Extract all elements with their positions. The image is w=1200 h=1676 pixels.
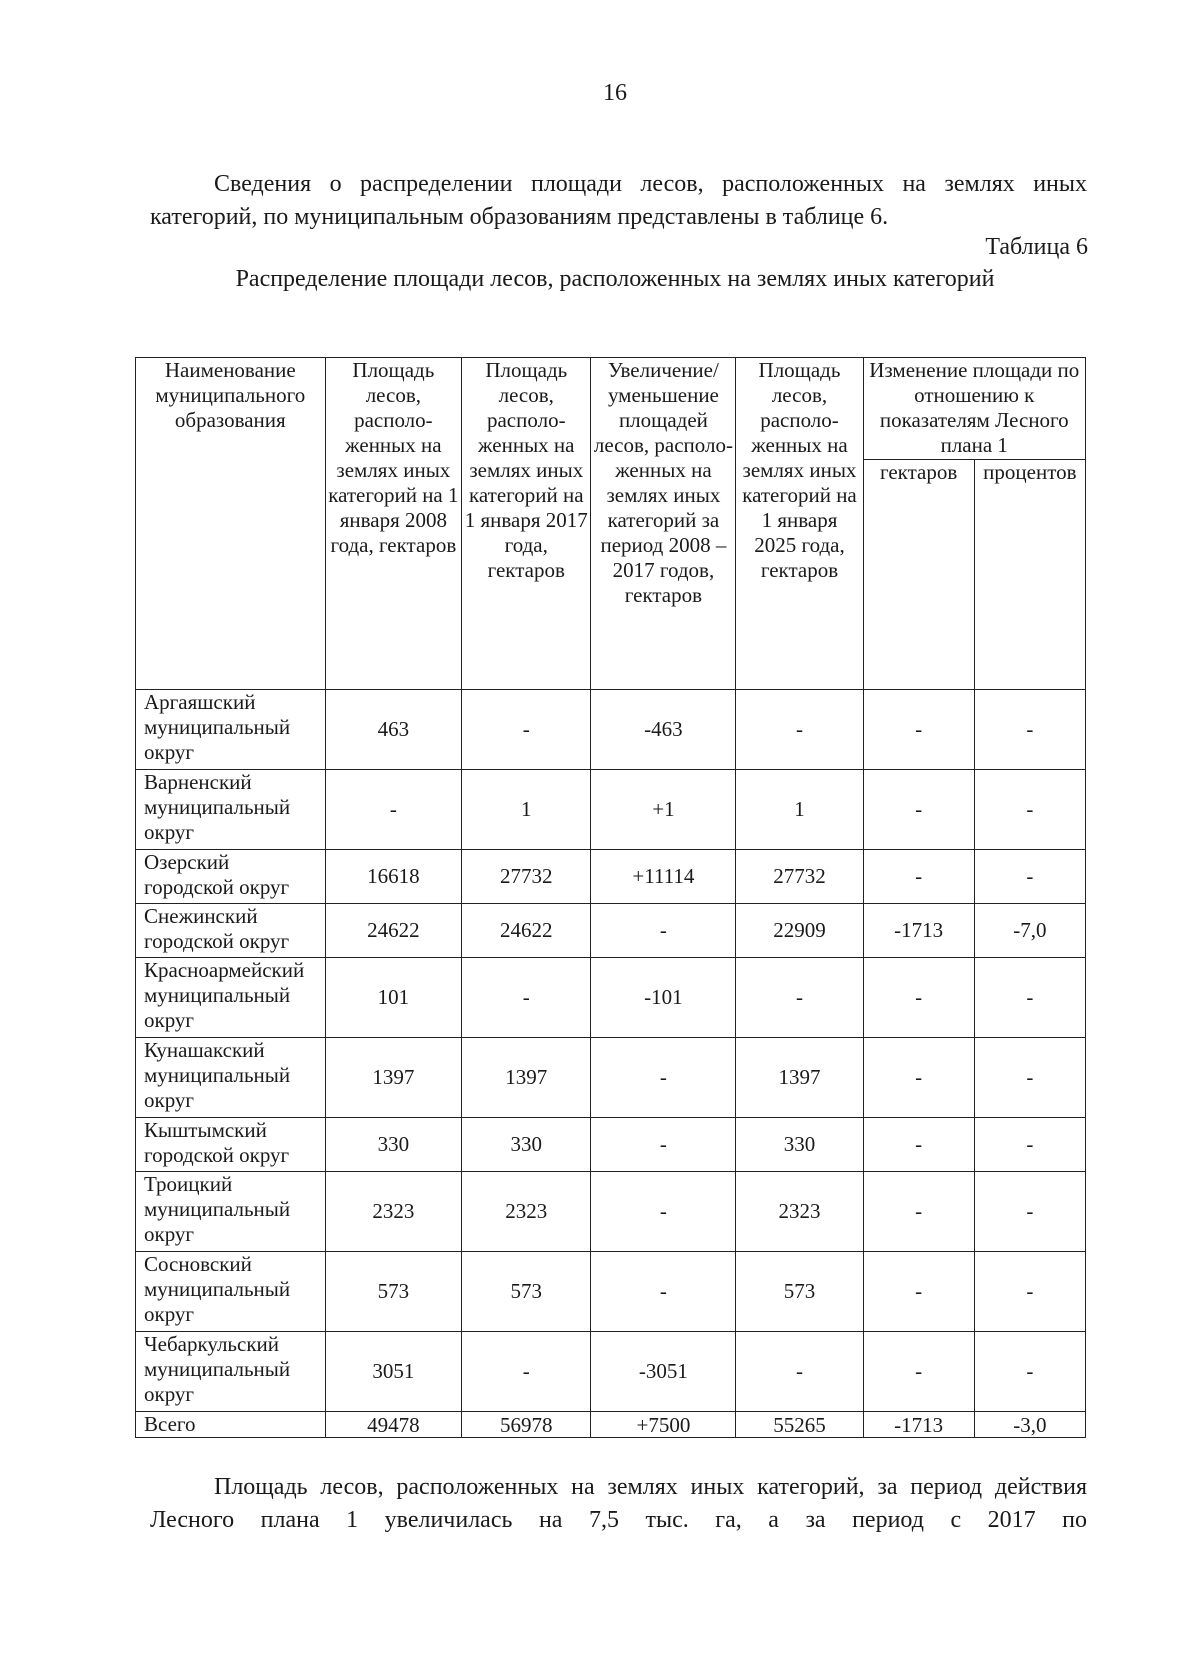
area-2008-cell: 16618 bbox=[325, 850, 462, 904]
area-2025-cell: 1397 bbox=[736, 1038, 863, 1118]
municipality-name: Троицкий муниципальный округ bbox=[136, 1172, 326, 1252]
municipality-name: Красноармейский муниципальный округ bbox=[136, 958, 326, 1038]
change-cell: - bbox=[591, 1038, 736, 1118]
change-cell: - bbox=[591, 904, 736, 958]
municipality-name: Сосновский муниципальный округ bbox=[136, 1252, 326, 1332]
change-cell: -3051 bbox=[591, 1332, 736, 1412]
area-2008-cell: 1397 bbox=[325, 1038, 462, 1118]
table-row bbox=[136, 1038, 1086, 1118]
percent-cell: - bbox=[974, 850, 1085, 904]
area-2025-cell: 330 bbox=[736, 1118, 863, 1172]
page-number: 16 bbox=[603, 80, 627, 106]
area-2017-cell: 27732 bbox=[462, 850, 591, 904]
header-area-2025: Площадь лесов, располо-женных на землях иных категорий на 1 января 2025 года, гектаров bbox=[736, 358, 863, 690]
total-area-2025: 55265 bbox=[736, 1412, 863, 1438]
total-change: +7500 bbox=[591, 1412, 736, 1438]
hectares-cell: - bbox=[863, 690, 974, 770]
percent-cell: - bbox=[974, 958, 1085, 1038]
total-hectares: -1713 bbox=[863, 1412, 974, 1438]
header-change-2008-2017: Увеличение/ уменьшение площадей лесов, располо-женных на землях иных категорий за период 2008 – 2017 годов, гектаров bbox=[591, 358, 736, 690]
hectares-cell: - bbox=[863, 1118, 974, 1172]
area-2017-cell: 1 bbox=[462, 770, 591, 850]
closing-paragraph: Площадь лесов, расположенных на землях иных категорий, за период действия Лесного плана 1 увеличилась на 7,5 тыс. га, а за период с 2017 по bbox=[150, 1474, 1087, 1533]
area-2017-cell: 1397 bbox=[462, 1038, 591, 1118]
forest-area-table bbox=[135, 357, 1086, 1438]
change-cell: -463 bbox=[591, 690, 736, 770]
header-municipality: Наименование муниципального образования bbox=[136, 358, 326, 690]
percent-cell: -7,0 bbox=[974, 904, 1085, 958]
percent-cell: - bbox=[974, 1332, 1085, 1412]
total-label: Всего bbox=[136, 1412, 326, 1438]
area-2025-cell: - bbox=[736, 958, 863, 1038]
area-2025-cell: 27732 bbox=[736, 850, 863, 904]
hectares-cell: - bbox=[863, 850, 974, 904]
percent-cell: - bbox=[974, 690, 1085, 770]
hectares-cell: - bbox=[863, 1172, 974, 1252]
header-percent: процентов bbox=[974, 460, 1085, 690]
area-2017-cell: - bbox=[462, 1332, 591, 1412]
area-2025-cell: 22909 bbox=[736, 904, 863, 958]
area-2025-cell: - bbox=[736, 690, 863, 770]
table-row bbox=[136, 1332, 1086, 1412]
municipality-name: Чебаркульский муниципальный округ bbox=[136, 1332, 326, 1412]
change-cell: - bbox=[591, 1252, 736, 1332]
area-2008-cell: 330 bbox=[325, 1118, 462, 1172]
percent-cell: - bbox=[974, 1038, 1085, 1118]
area-2008-cell: 3051 bbox=[325, 1332, 462, 1412]
area-2017-cell: 2323 bbox=[462, 1172, 591, 1252]
change-cell: +1 bbox=[591, 770, 736, 850]
area-2008-cell: 101 bbox=[325, 958, 462, 1038]
total-area-2008: 49478 bbox=[325, 1412, 462, 1438]
percent-cell: - bbox=[974, 1118, 1085, 1172]
area-2017-cell: 24622 bbox=[462, 904, 591, 958]
table-row bbox=[136, 958, 1086, 1038]
header-area-2008: Площадь лесов, располо-женных на землях иных категорий на 1 января 2008 года, гектаров bbox=[325, 358, 462, 690]
area-2008-cell: 2323 bbox=[325, 1172, 462, 1252]
municipality-name: Кунашакский муниципальный округ bbox=[136, 1038, 326, 1118]
table-row bbox=[136, 770, 1086, 850]
table-row bbox=[136, 904, 1086, 958]
area-2008-cell: 573 bbox=[325, 1252, 462, 1332]
header-change-vs-plan: Изменение площади по отношению к показателям Лесного плана 1 bbox=[863, 358, 1085, 460]
header-hectares: гектаров bbox=[863, 460, 974, 690]
total-percent: -3,0 bbox=[974, 1412, 1085, 1438]
total-area-2017: 56978 bbox=[462, 1412, 591, 1438]
table-title: Распределение площади лесов, расположенных на землях иных категорий bbox=[235, 266, 995, 292]
area-2017-cell: - bbox=[462, 690, 591, 770]
percent-cell: - bbox=[974, 1252, 1085, 1332]
percent-cell: - bbox=[974, 770, 1085, 850]
hectares-cell: -1713 bbox=[863, 904, 974, 958]
table-row bbox=[136, 1172, 1086, 1252]
municipality-name: Озерский городской округ bbox=[136, 850, 326, 904]
hectares-cell: - bbox=[863, 958, 974, 1038]
area-2025-cell: 1 bbox=[736, 770, 863, 850]
area-2025-cell: 573 bbox=[736, 1252, 863, 1332]
area-2017-cell: 330 bbox=[462, 1118, 591, 1172]
area-2017-cell: - bbox=[462, 958, 591, 1038]
municipality-name: Варненский муниципальный округ bbox=[136, 770, 326, 850]
change-cell: - bbox=[591, 1172, 736, 1252]
area-2008-cell: 24622 bbox=[325, 904, 462, 958]
intro-paragraph: Сведения о распределении площади лесов, расположенных на землях иных категорий, по муниципальным образованиям представлены в таблице 6. bbox=[150, 171, 1087, 230]
table-row bbox=[136, 1118, 1086, 1172]
total-row bbox=[136, 1412, 1086, 1438]
area-2008-cell: - bbox=[325, 770, 462, 850]
municipality-name: Кыштымский городской округ bbox=[136, 1118, 326, 1172]
change-cell: +11114 bbox=[591, 850, 736, 904]
area-2008-cell: 463 bbox=[325, 690, 462, 770]
table-row bbox=[136, 690, 1086, 770]
municipality-name: Снежинский городской округ bbox=[136, 904, 326, 958]
table-label: Таблица 6 bbox=[985, 234, 1088, 260]
area-2025-cell: - bbox=[736, 1332, 863, 1412]
percent-cell: - bbox=[974, 1172, 1085, 1252]
hectares-cell: - bbox=[863, 1332, 974, 1412]
hectares-cell: - bbox=[863, 770, 974, 850]
area-2017-cell: 573 bbox=[462, 1252, 591, 1332]
area-2025-cell: 2323 bbox=[736, 1172, 863, 1252]
hectares-cell: - bbox=[863, 1038, 974, 1118]
header-area-2017: Площадь лесов, располо-женных на землях иных категорий на 1 января 2017 года, гектаров bbox=[462, 358, 591, 690]
hectares-cell: - bbox=[863, 1252, 974, 1332]
table-row bbox=[136, 850, 1086, 904]
change-cell: -101 bbox=[591, 958, 736, 1038]
table-row bbox=[136, 1252, 1086, 1332]
change-cell: - bbox=[591, 1118, 736, 1172]
municipality-name: Аргаяшский муниципальный округ bbox=[136, 690, 326, 770]
